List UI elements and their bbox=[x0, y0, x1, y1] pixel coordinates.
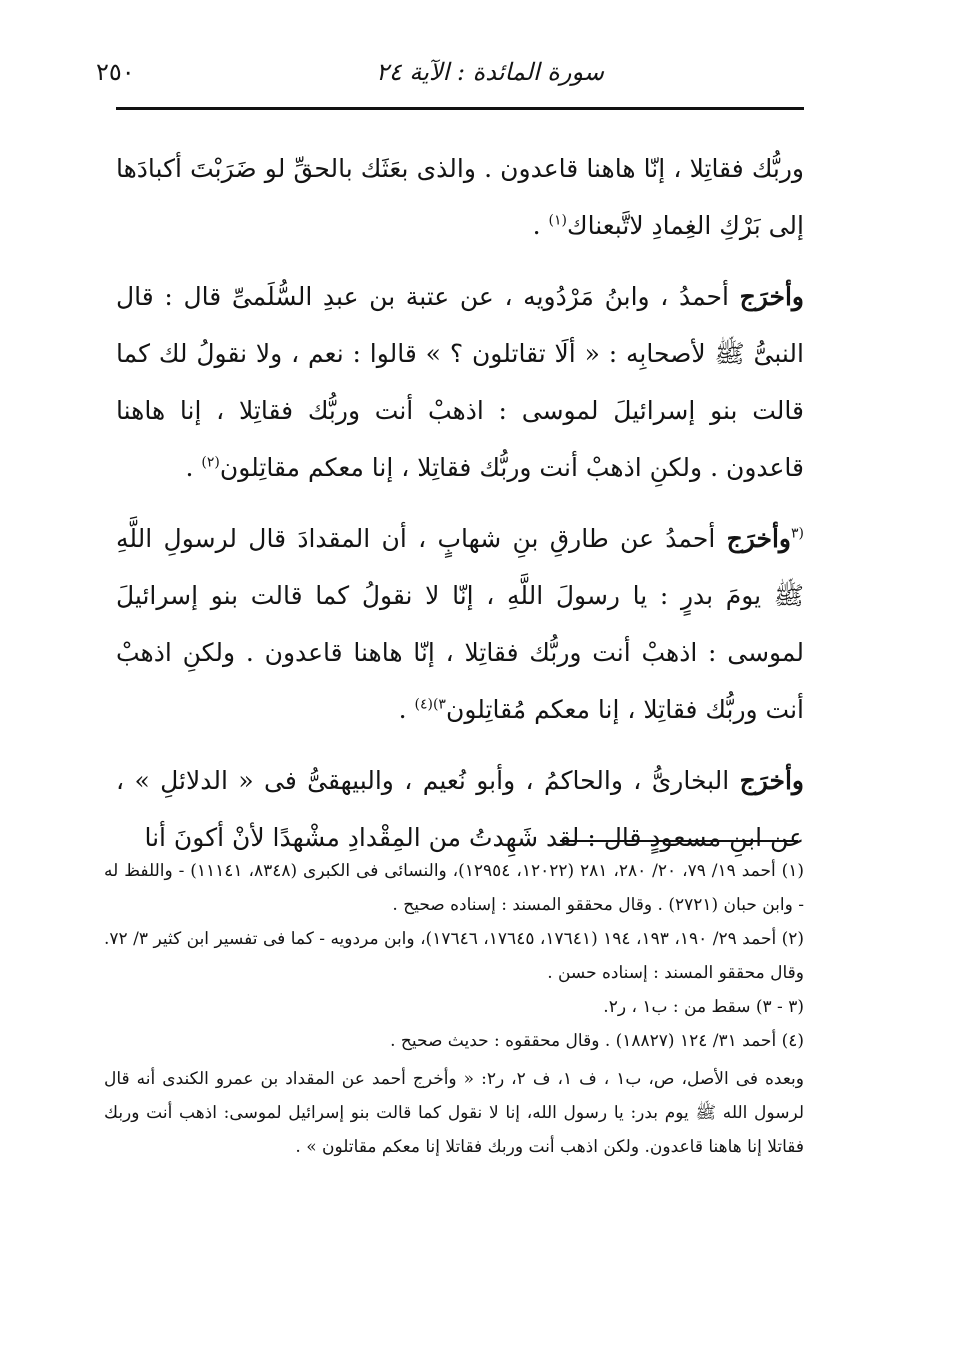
paragraph-4 bbox=[116, 752, 804, 866]
page-number: ٢٥٠ bbox=[96, 58, 135, 86]
footnote-ref-1: (١) bbox=[548, 212, 567, 229]
paragraph-1 bbox=[116, 140, 804, 254]
paragraph-1-end: . bbox=[532, 211, 549, 240]
footnote-2: (٢) أحمد ٢٩/ ١٩٠، ١٩٣، ١٩٤ (١٧٦٤١، ١٧٦٤٥، ١٧٦٤٦)، وابن مردويه - كما فى تفسير ابن كثير ٣/ ٧٢. وقال محققو المسند : إسناده حسن . bbox=[104, 929, 805, 983]
running-header-title: سورة المائدة : الآية ٢٤ bbox=[376, 58, 604, 86]
paragraph-4-text: البخارىُّ ، والحاكمُ ، وأبو نُعيم ، والبيهقىُّ فى « الدلائلِ » ، عن ابنِ مسعودٍ قال : لقد شَهِدتُ من المِقْدادِ مشْهدًا لأنْ أكونَ أنا bbox=[116, 766, 804, 852]
paragraph-3-lead: وأخرَج bbox=[726, 524, 791, 553]
footnote-separator bbox=[560, 840, 798, 842]
main-text bbox=[116, 140, 804, 866]
header-rule bbox=[116, 107, 804, 110]
paragraph-2-end: . bbox=[185, 453, 202, 482]
footnote-3: (٣ - ٣) سقط من : ب١ ، ر٢. bbox=[603, 997, 804, 1017]
paragraph-2-text: أحمدُ ، وابنُ مَرْدُويه ، عن عتبة بن عبدِ السُّلَمىِّ قال : قال النبىُّ ﷺ لأصحابِه : « ألَا تقاتلون ؟ » قالوا : نعم ، ولا نقولُ لك كما قالت بنو إسرائيلَ لموسى : اذهبْ أنت وربُّك فقاتِلا ، إنا هاهنا قاعدون . ولكنِ اذهبْ أنت وربُّك فقاتِلا ، إنا معكم مقاتِلون bbox=[116, 282, 804, 482]
paragraph-2 bbox=[116, 268, 804, 496]
footnote-ref-3-open: (٣ bbox=[791, 525, 804, 542]
paragraph-3-text: أحمدُ عن طارقِ بنِ شهابٍ ، أن المقدادَ قال لرسولِ اللَّهِ ﷺ يومَ بدرٍ : يا رسولَ اللَّهِ ، إنّا لا نقولُ كما قالت بنو إسرائيلَ لموسى : اذهبْ أنت وربُّك فقاتِلا ، إنّا هاهنا قاعدون . ولكنِ اذهبْ أنت وربُّك فقاتِلا ، إنا معكم مُقاتِلون bbox=[116, 524, 804, 724]
footnote-4: (٤) أحمد ٣١/ ١٢٤ (١٨٨٢٧) . وقال محققوه : حديث صحيح . bbox=[390, 1031, 804, 1051]
paragraph-4-lead: وأخرَج bbox=[739, 766, 804, 795]
footnote-ref-2: (٢) bbox=[201, 454, 220, 471]
paragraph-3-end: . bbox=[398, 695, 415, 724]
paragraph-1-text: وربُّك فقاتِلا ، إنّا هاهنا قاعدون . والذى بعَثَك بالحقِّ لو ضَرَبْتَ أكبادَها إلى بَرْكِ الغِمادِ لاتَّبعناك bbox=[116, 154, 804, 240]
footnote-1: (١) أحمد ١٩/ ٧٩، ٢٠/ ٢٨٠، ٢٨١ (١٢٠٢٢، ١٢٩٥٤)، والنسائى فى الكبرى (٨٣٤٨، ١١١٤١) - واللفظ له - وابن حبان (٢٧٢١) . وقال محققو المسند : إسناده صحيح . bbox=[104, 861, 805, 915]
footnote-ref-3-4: ٣)(٤) bbox=[414, 696, 446, 713]
footnote-note: وبعده فى الأصل، ص، ب١ ، ف ١، ف ٢، ر٢: « وأخرج أحمد عن المقداد بن عمرو الكندى أنه قال لرسول الله ﷺ يوم بدر: يا رسول الله، إنا لا نقول كما قالت بنو إسرائيل لموسى: اذهب أنت وربك فقاتلا إنا هاهنا قاعدون. ولكن اذهب أنت وربك فقاتلا إنا معكم مقاتلون » . bbox=[104, 1069, 804, 1157]
paragraph-2-lead: وأخرَج bbox=[739, 282, 804, 311]
paragraph-3 bbox=[116, 510, 804, 738]
footnotes bbox=[104, 854, 804, 1164]
